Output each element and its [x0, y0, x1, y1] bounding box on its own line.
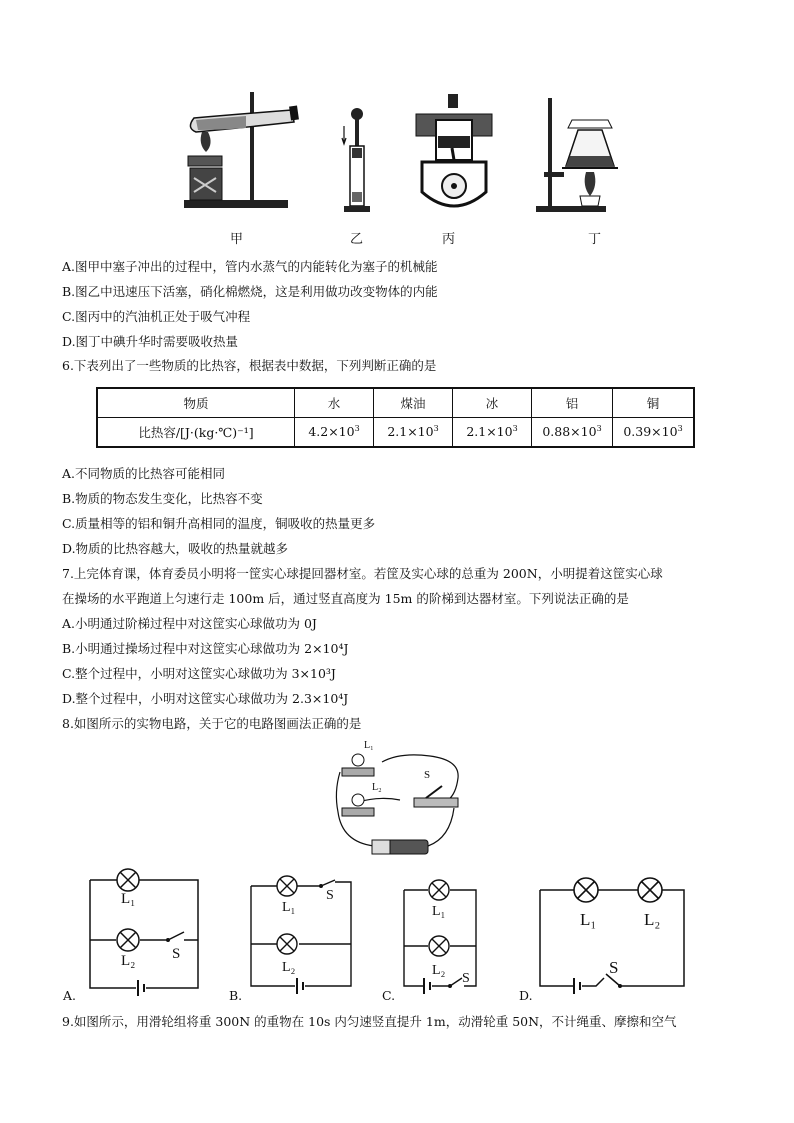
circuit-d-l1: L₁: [580, 910, 597, 929]
figure-yi-compression-tube: [340, 106, 374, 216]
table-header-copper: 铜: [613, 388, 695, 418]
circuit-b-l1: L₁: [282, 900, 296, 915]
table-row-label: 比热容/[J·(kg·℃)⁻¹]: [97, 418, 295, 448]
figure-label-ding: 丁: [588, 232, 602, 247]
q7-stem-line1: 7.上完体育课，体育委员小明将一筐实心球提回器材室。若筐及实心球的总重为 200N，小明提着这筐实心球: [62, 566, 663, 581]
q6-stem: 6.下表列出了一些物质的比热容，根据表中数据，下列判断正确的是: [62, 358, 437, 373]
table-header-substance: 物质: [97, 388, 295, 418]
table-cell-copper: $0.39\times 10^3$: [613, 418, 695, 448]
circuit-c-l1: L₁: [432, 904, 446, 919]
q7-option-a: A.小明通过阶梯过程中对这筐实心球做功为 0J: [62, 616, 317, 631]
q6-option-d: D.物质的比热容越大，吸收的热量就越多: [62, 541, 289, 556]
circuit-a-l2: L₂: [121, 953, 136, 969]
q7-stem-line2: 在操场的水平跑道上匀速行走 100m 后，通过竖直高度为 15m 的阶梯到达器材室。下列说法正确的是: [62, 591, 629, 606]
q8-option-a-letter: A.: [63, 988, 77, 1003]
q8-option-c-letter: C.: [382, 988, 396, 1003]
q8-option-d-letter: D.: [519, 988, 533, 1003]
circuit-a-l1: L₁: [121, 891, 136, 907]
table-cell-water: $4.2\times 10^3$: [295, 418, 374, 448]
q5-option-a: A.图甲中塞子冲出的过程中，管内水蒸气的内能转化为塞子的机械能: [62, 259, 438, 274]
table-header-aluminum: 铝: [532, 388, 613, 418]
table-header-water: 水: [295, 388, 374, 418]
real-circuit-label-l2: L₂: [372, 782, 382, 793]
circuit-b-s: S: [326, 888, 334, 903]
q8-stem: 8.如图所示的实物电路，关于它的电路图画法正确的是: [62, 716, 362, 731]
table-header-kerosene: 煤油: [374, 388, 453, 418]
q9-stem: 9.如图所示，用滑轮组将重 300N 的重物在 10s 内匀速竖直提升 1m，动滑轮重 50N，不计绳重、摩擦和空气: [62, 1014, 677, 1029]
circuit-c-l2: L₂: [432, 963, 446, 978]
table-header-ice: 冰: [453, 388, 532, 418]
circuit-a-s: S: [172, 946, 181, 962]
table-cell-aluminum: $0.88\times 10^3$: [532, 418, 613, 448]
real-circuit-figure: [330, 742, 470, 862]
figure-bing-gasoline-engine: [412, 92, 496, 220]
circuit-d-s: S: [609, 958, 619, 977]
table-row: [97, 418, 694, 448]
q7-option-d: D.整个过程中，小明对这筐实心球做功为 2.3×10⁴J: [62, 691, 349, 706]
q7-option-c: C.整个过程中，小明对这筐实心球做功为 3×10³J: [62, 666, 336, 681]
q6-option-a: A.不同物质的比热容可能相同: [62, 466, 226, 481]
q5-option-d: D.图丁中碘升华时需要吸收热量: [62, 334, 239, 349]
figure-ding-iodine-sublimation: [532, 96, 622, 216]
circuit-diagram-a: [88, 866, 200, 996]
table-header-row: [97, 388, 694, 418]
q8-option-b-letter: B.: [229, 988, 243, 1003]
figure-label-yi: 乙: [350, 232, 364, 247]
table-cell-kerosene: $2.1\times 10^3$: [374, 418, 453, 448]
q6-option-c: C.质量相等的铝和铜升高相同的温度，铜吸收的热量更多: [62, 516, 376, 531]
figure-label-jia: 甲: [230, 232, 244, 247]
q5-option-b: B.图乙中迅速压下活塞，硝化棉燃烧，这是利用做功改变物体的内能: [62, 284, 438, 299]
real-circuit-label-l1: L₁: [364, 740, 374, 751]
circuit-c-s: S: [462, 971, 470, 986]
q5-option-c: C.图丙中的汽油机正处于吸气冲程: [62, 309, 251, 324]
table-cell-ice: $2.1\times 10^3$: [453, 418, 532, 448]
figure-jia-test-tube: [180, 88, 300, 216]
figure-label-bing: 丙: [442, 232, 456, 247]
real-circuit-label-s: S: [424, 769, 431, 781]
specific-heat-table: [96, 387, 695, 448]
q6-option-b: B.物质的物态发生变化，比热容不变: [62, 491, 263, 506]
circuit-diagram-b: [249, 878, 353, 994]
circuit-d-l2: L₂: [644, 910, 661, 929]
circuit-b-l2: L₂: [282, 960, 296, 975]
q7-option-b: B.小明通过操场过程中对这筐实心球做功为 2×10⁴J: [62, 641, 349, 656]
